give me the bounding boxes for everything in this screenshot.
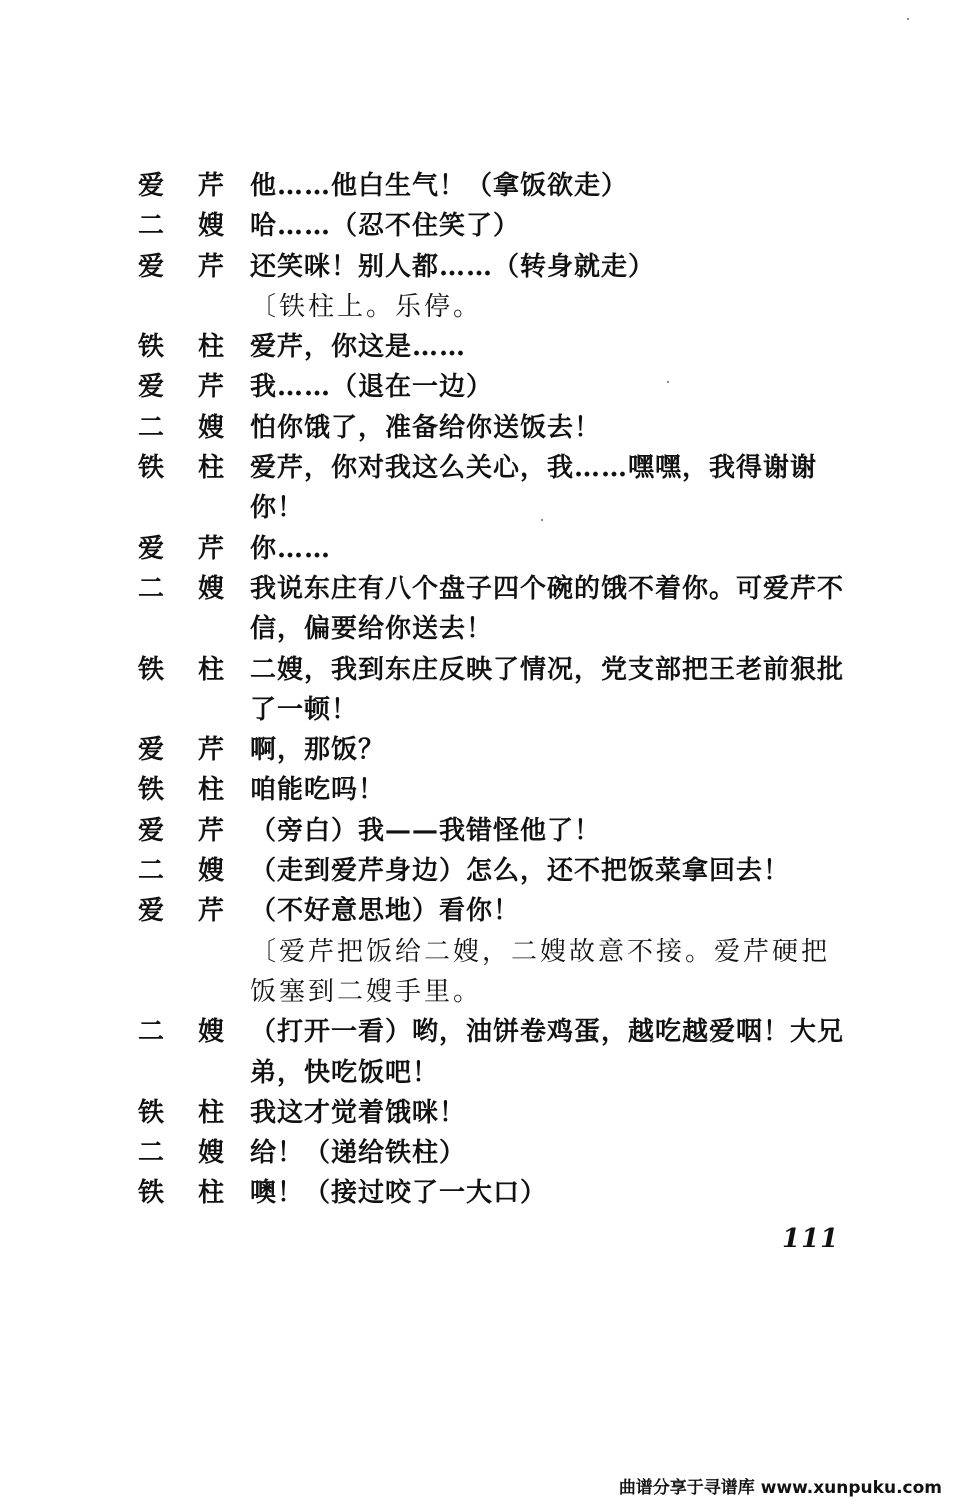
speaker-char: 二 (138, 211, 166, 242)
speaker-char: 爱 (138, 735, 166, 766)
speech-text: 我……（退在一边） (250, 372, 494, 403)
speaker-char: 柱 (198, 453, 226, 484)
speaker-name (138, 1093, 230, 1133)
speech-text: （打开一看）哟，油饼卷鸡蛋，越吃越爱咽！大兄弟，快吃饭吧！ (250, 1017, 845, 1088)
speech-text: 给！（递给铁柱） (250, 1138, 467, 1169)
speaker-char: 爱 (138, 533, 166, 564)
speaker-name (138, 1012, 230, 1052)
speaker-char: 铁 (138, 775, 166, 806)
speaker-name (138, 569, 230, 609)
speech-text: 你…… (250, 533, 332, 564)
dialogue-line (138, 448, 858, 529)
scan-speck (907, 18, 909, 20)
speech-text: 哈……（忍不住笑了） (250, 211, 521, 242)
watermark: 曲谱分享于寻谱库 www.xunpuku.com (618, 1478, 942, 1498)
speaker-name (138, 448, 230, 488)
speech-text: 我这才觉着饿咪！ (250, 1097, 467, 1128)
dialogue-line (138, 811, 858, 851)
dialogue-line (138, 770, 858, 810)
speech-text: 啊，那饭？ (250, 735, 386, 766)
speaker-char: 柱 (198, 1178, 226, 1209)
stage-direction-line (138, 287, 858, 327)
speaker-char: 铁 (138, 1097, 166, 1128)
page-number: 111 (782, 1224, 840, 1254)
speaker-char: 爱 (138, 372, 166, 403)
speaker-char: 芹 (198, 815, 226, 846)
script-body (138, 166, 858, 1214)
speaker-char: 爱 (138, 815, 166, 846)
speaker-char: 铁 (138, 654, 166, 685)
speaker-char: 二 (138, 856, 166, 887)
dialogue-line (138, 206, 858, 246)
speech-text: 爱芹，你对我这么关心，我……嘿嘿，我得谢谢你！ (250, 453, 818, 524)
dialogue-line (138, 650, 858, 731)
speaker-char: 二 (138, 1138, 166, 1169)
stage-direction-text: 〔铁柱上。乐停。 (250, 291, 483, 322)
speaker-char: 二 (138, 412, 166, 443)
speech-text: 咱能吃吗！ (250, 775, 386, 806)
speech-text: 还笑咪！别人都……（转身就走） (250, 251, 656, 282)
speaker-name (138, 1133, 230, 1173)
speaker-char: 二 (138, 1017, 166, 1048)
speech-text: （不好意思地）看你！ (250, 896, 521, 927)
speaker-name (138, 529, 230, 569)
speaker-char: 芹 (198, 533, 226, 564)
speaker-char: 爱 (138, 171, 166, 201)
speaker-char: 嫂 (198, 856, 226, 887)
speaker-name (138, 770, 230, 810)
speaker-char: 嫂 (198, 211, 226, 242)
speech-text: 我说东庄有八个盘子四个碗的饿不着你。可爱芹不信，偏要给你送去！ (250, 573, 845, 645)
speaker-char: 芹 (198, 372, 226, 403)
dialogue-line (138, 327, 858, 367)
speaker-name (138, 1173, 230, 1213)
dialogue-line (138, 569, 858, 650)
dialogue-line (138, 1012, 858, 1093)
dialogue-line (138, 166, 858, 206)
speaker-char: 铁 (138, 1178, 166, 1209)
dialogue-line (138, 408, 858, 448)
speaker-name (138, 327, 230, 367)
dialogue-line (138, 529, 858, 569)
speaker-name (138, 891, 230, 931)
speaker-name (138, 247, 230, 287)
speaker-name (138, 851, 230, 891)
speech-text: 爱芹，你这是…… (250, 332, 467, 363)
speaker-char: 芹 (198, 735, 226, 766)
speech-text: 噢！（接过咬了一大口） (250, 1178, 548, 1209)
speaker-char: 柱 (198, 775, 226, 806)
speech-text: 二嫂，我到东庄反映了情况，党支部把王老前狠批了一顿！ (250, 654, 845, 725)
speech-text: 他……他白生气！（拿饭欲走） (250, 171, 629, 201)
dialogue-line (138, 367, 858, 407)
speaker-char: 柱 (198, 654, 226, 685)
speaker-char: 嫂 (198, 573, 226, 604)
speaker-char: 铁 (138, 453, 166, 484)
speech-text: （走到爱芹身边）怎么，还不把饭菜拿回去！ (250, 856, 791, 887)
dialogue-line (138, 1173, 858, 1213)
speaker-char: 嫂 (198, 412, 226, 443)
speaker-char: 爱 (138, 896, 166, 927)
speaker-name (138, 408, 230, 448)
speech-text: （旁白）我——我错怪他了！ (250, 815, 602, 846)
dialogue-line (138, 730, 858, 770)
dialogue-line (138, 247, 858, 287)
speaker-char: 芹 (198, 251, 226, 282)
speaker-char: 柱 (198, 1097, 226, 1128)
scan-speck (541, 519, 543, 521)
speaker-char: 嫂 (198, 1017, 226, 1048)
speaker-char: 芹 (198, 896, 226, 927)
speaker-name (138, 811, 230, 851)
dialogue-line (138, 851, 858, 891)
speaker-char: 芹 (198, 171, 226, 201)
dialogue-line (138, 1093, 858, 1133)
speaker-name (138, 730, 230, 770)
speaker-char: 爱 (138, 251, 166, 282)
speaker-name (138, 367, 230, 407)
speaker-name (138, 206, 230, 246)
speaker-name (138, 650, 230, 690)
speaker-char: 嫂 (198, 1138, 226, 1169)
stage-direction-text: 〔爱芹把饭给二嫂，二嫂故意不接。爱芹硬把饭塞到二嫂手里。 (250, 936, 831, 1007)
dialogue-line (138, 891, 858, 931)
speaker-name (138, 166, 230, 206)
scan-speck (667, 381, 669, 383)
stage-direction-line (138, 932, 858, 1013)
speaker-char: 铁 (138, 332, 166, 363)
speaker-char: 柱 (198, 332, 226, 363)
speech-text: 怕你饿了，准备给你送饭去！ (250, 412, 602, 443)
dialogue-line (138, 1133, 858, 1173)
speaker-char: 二 (138, 573, 166, 604)
